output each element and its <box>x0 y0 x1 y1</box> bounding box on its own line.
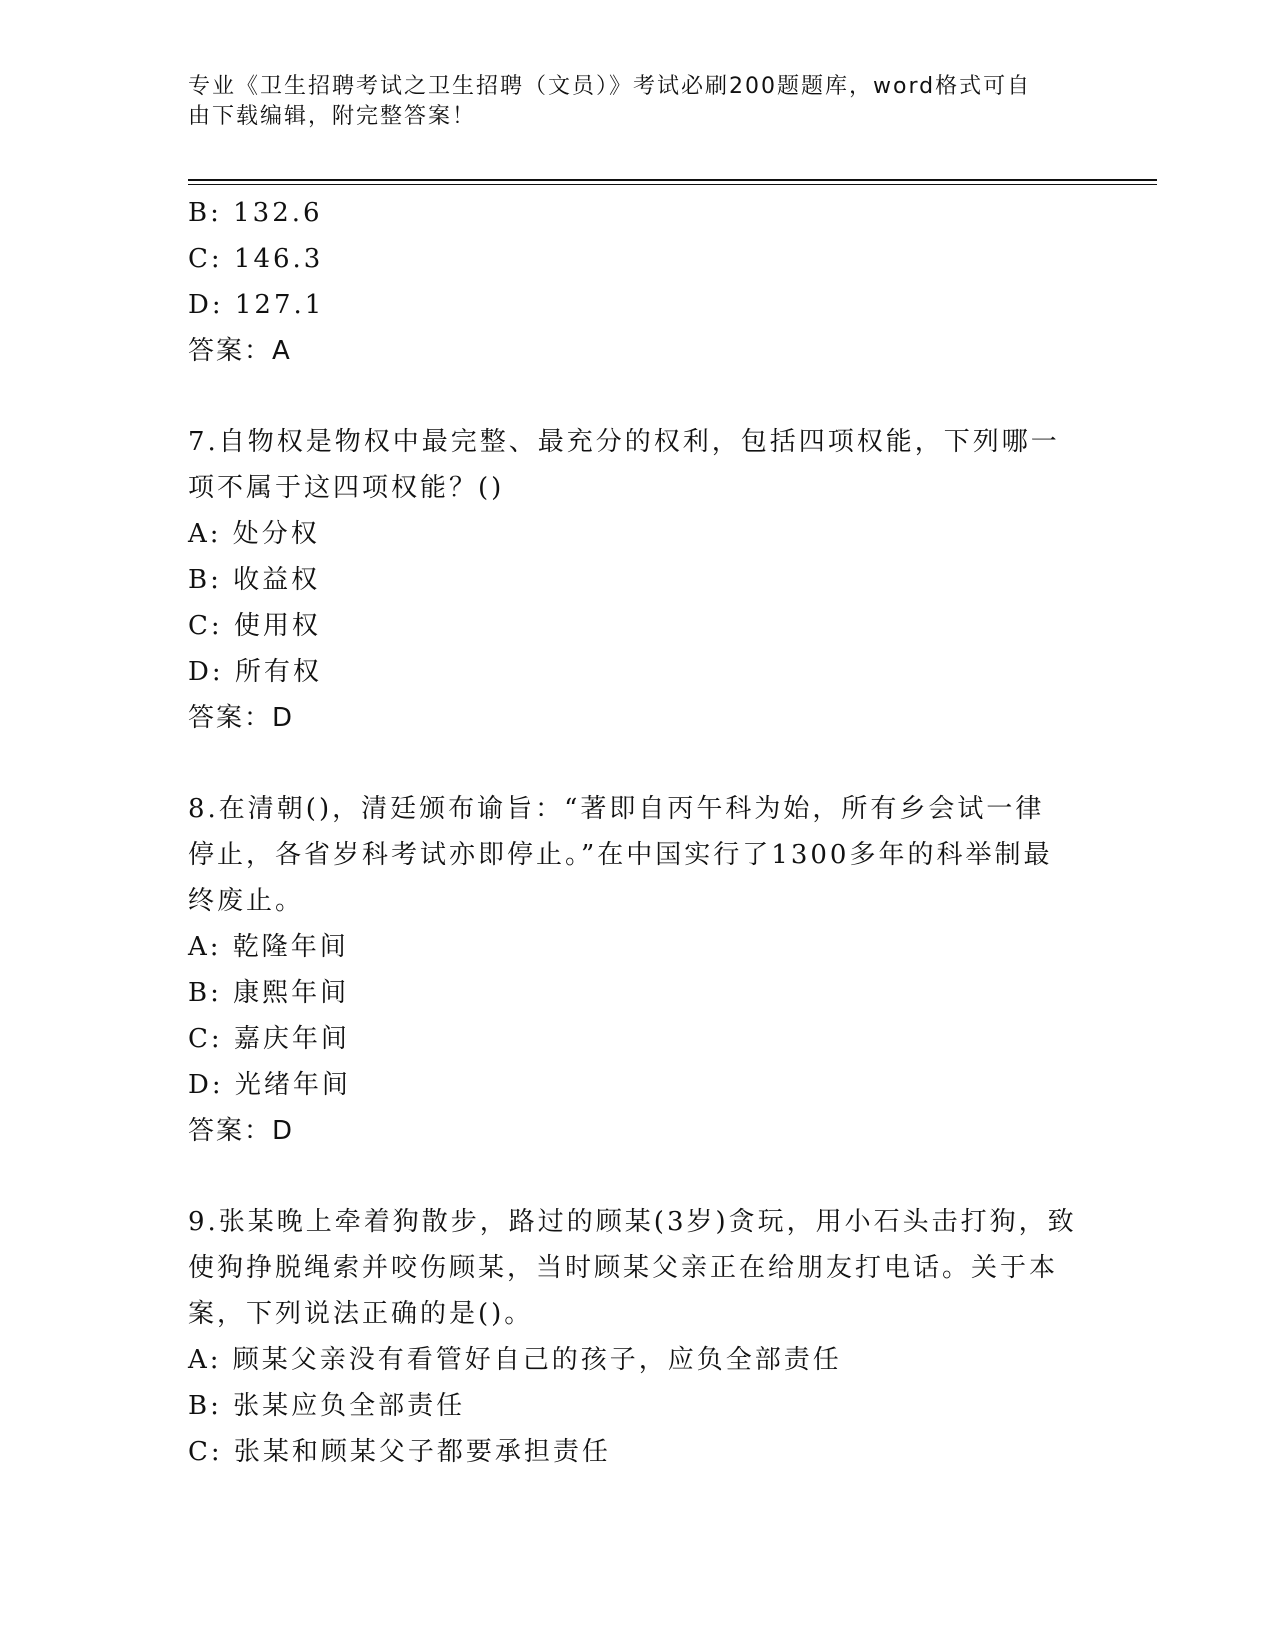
answer-line: 答案：D <box>188 703 295 733</box>
option-c: C: 张某和顾某父子都要承担责任 <box>188 1437 611 1467</box>
answer-line: 答案：D <box>188 1116 295 1146</box>
option-b: B: 康熙年间 <box>188 978 350 1008</box>
question-stem-line: 使狗挣脱绳索并咬伤顾某，当时顾某父亲正在给朋友打电话。关于本 <box>188 1253 1059 1283</box>
question-6-tail <box>188 190 1088 374</box>
question-stem-line: 案，下列说法正确的是()。 <box>188 1299 534 1329</box>
question-stem-line: 项不属于这四项权能？() <box>188 473 505 503</box>
answer-line: 答案：A <box>188 336 292 366</box>
question-stem-line: 8.在清朝()，清廷颁布谕旨：“著即自丙午科为始，所有乡会试一律 <box>188 794 1045 824</box>
option-d: D: 127.1 <box>188 290 325 320</box>
option-b: B: 132.6 <box>188 198 323 228</box>
option-a: A: 处分权 <box>188 519 320 549</box>
document-body <box>188 190 1088 1475</box>
option-a: A: 乾隆年间 <box>188 932 349 962</box>
spacer <box>188 374 1088 419</box>
option-a: A: 顾某父亲没有看管好自己的孩子，应负全部责任 <box>188 1345 842 1375</box>
question-stem-line: 终废止。 <box>188 886 305 916</box>
header-rule-thick <box>188 179 1157 181</box>
document-header <box>188 72 1088 132</box>
option-d: D: 光绪年间 <box>188 1070 351 1100</box>
question-stem-line: 停止，各省岁科考试亦即停止。”在中国实行了1300多年的科举制最 <box>188 840 1053 870</box>
option-d: D: 所有权 <box>188 657 322 687</box>
question-stem-line: 7.自物权是物权中最完整、最充分的权利，包括四项权能，下列哪一 <box>188 427 1060 457</box>
question-9 <box>188 1199 1088 1475</box>
header-rule-thin <box>188 184 1157 185</box>
header-line-1: 专业《卫生招聘考试之卫生招聘（文员）》考试必刷200题题库，word格式可自 <box>188 74 1032 99</box>
header-line-2: 由下载编辑，附完整答案！ <box>188 104 477 129</box>
question-7 <box>188 419 1088 741</box>
spacer <box>188 741 1088 786</box>
spacer <box>188 1154 1088 1199</box>
option-c: C: 使用权 <box>188 611 321 641</box>
option-c: C: 146.3 <box>188 244 324 274</box>
question-8 <box>188 786 1088 1154</box>
option-b: B: 收益权 <box>188 565 321 595</box>
option-b: B: 张某应负全部责任 <box>188 1391 466 1421</box>
question-stem-line: 9.张某晚上牵着狗散步，路过的顾某(3岁)贪玩，用小石头击打狗，致 <box>188 1207 1077 1237</box>
option-c: C: 嘉庆年间 <box>188 1024 350 1054</box>
